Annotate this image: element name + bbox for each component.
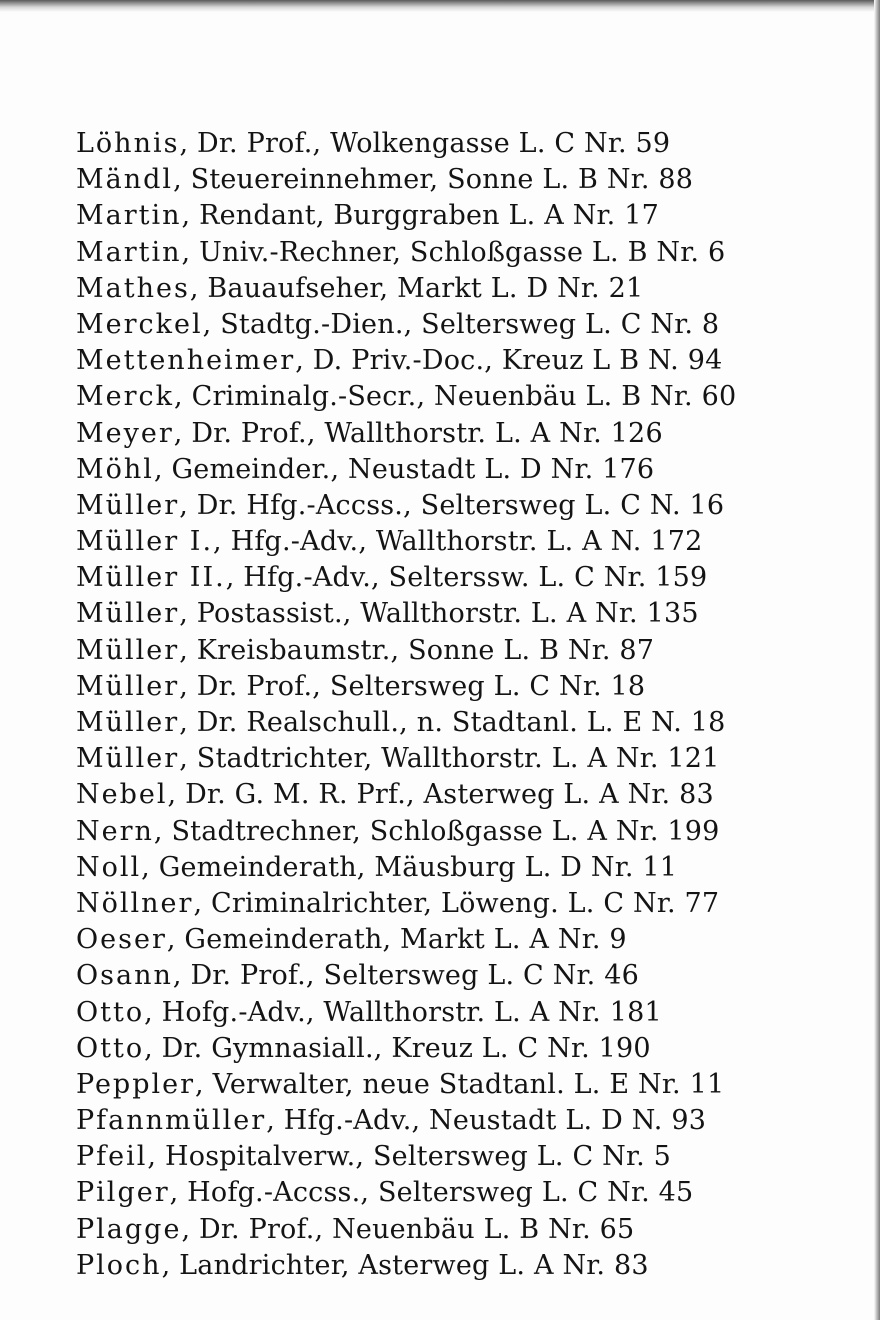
entry-details: , Hfg.-Adv., Neustadt L. D N. 93: [266, 1105, 707, 1137]
directory-entry: [76, 560, 776, 596]
entry-details: , Hfg.-Adv., Selterssw. L. C Nr. 159: [225, 562, 708, 594]
entry-surname: Mettenheimer: [76, 345, 296, 377]
entry-details: , Stadtrichter, Wallthorstr. L. A Nr. 121: [179, 743, 720, 775]
entry-details: , Dr. Prof., Seltersweg L. C Nr. 46: [172, 960, 639, 992]
entry-details: , Bauaufseher, Markt L. D Nr. 21: [189, 272, 644, 304]
page-top-shadow: [0, 0, 880, 12]
entry-surname: Nöllner: [76, 887, 194, 919]
entry-details: , Hospitalverw., Seltersweg L. C Nr. 5: [147, 1141, 672, 1173]
entry-details: , Dr. Prof., Wallthorstr. L. A Nr. 126: [173, 417, 663, 449]
entry-surname: Oeser: [76, 924, 167, 956]
directory-entry: [76, 1248, 776, 1284]
entry-surname: Meyer: [76, 417, 174, 449]
entry-details: , Gemeinderath, Markt L. A Nr. 9: [166, 924, 627, 956]
entry-surname: Otto: [76, 1032, 145, 1064]
entry-surname: Merck: [76, 381, 175, 413]
directory-entry: [76, 1212, 776, 1248]
entry-surname: Müller: [76, 707, 180, 738]
directory-entry: [76, 1103, 776, 1139]
directory-entry: [76, 416, 776, 452]
directory-entry: [76, 669, 776, 705]
entry-surname: Peppler: [76, 1068, 196, 1100]
entry-details: , Dr. Gymnasiall., Kreuz L. C Nr. 190: [144, 1032, 651, 1064]
entry-details: , Dr. Prof., Wolkengasse L. C Nr. 59: [179, 128, 671, 159]
entry-details: , Stadtrechner, Schloßgasse L. A Nr. 199: [153, 815, 720, 847]
entry-details: , Postassist., Wallthorstr. L. A Nr. 135: [179, 598, 699, 630]
entry-surname: Pfannmüller: [76, 1105, 267, 1137]
entry-details: , Gemeinderath, Mäusburg L. D Nr. 11: [141, 851, 678, 883]
entry-surname: Möhl: [76, 453, 154, 485]
entry-details: , Rendant, Burggraben L. A Nr. 17: [181, 200, 659, 232]
directory-entry: [76, 488, 776, 524]
entry-details: , Gemeinder., Neustadt L. D Nr. 176: [153, 453, 655, 485]
entry-details: , Landrichter, Asterweg L. A Nr. 83: [161, 1249, 649, 1281]
directory-entry: [76, 452, 776, 488]
directory-entry: [76, 922, 776, 958]
directory-entry: [76, 343, 776, 379]
directory-entry: [76, 1175, 776, 1211]
entry-details: , Dr. Prof., Seltersweg L. C Nr. 18: [179, 670, 646, 702]
entry-surname: Nern: [76, 815, 154, 847]
directory-entry: [76, 777, 776, 813]
directory-entry: [76, 850, 776, 886]
directory-entry: [76, 633, 776, 669]
directory-entry: [76, 271, 776, 307]
directory-entry: [76, 524, 776, 560]
entry-details: , Steuereinnehmer, Sonne L. B Nr. 88: [173, 164, 694, 196]
entry-details: , Criminalrichter, Löweng. L. C Nr. 77: [193, 887, 720, 919]
directory-entry: [76, 307, 776, 343]
entry-details: , Hofg.-Adv., Wallthorstr. L. A Nr. 181: [144, 996, 662, 1028]
directory-entry: [76, 1067, 776, 1103]
entry-surname: Mathes: [76, 272, 190, 304]
entry-surname: Ploch: [76, 1249, 162, 1281]
entry-surname: Nebel: [76, 779, 168, 811]
entry-surname: Müller: [76, 743, 180, 775]
entry-details: , Verwalter, neue Stadtanl. L. E Nr. 11: [195, 1068, 725, 1100]
entry-details: , Dr. Realschull., n. Stadtanl. L. E N. 18: [179, 707, 726, 738]
entry-surname: Pfeil: [76, 1141, 148, 1173]
directory-entry: [76, 1139, 776, 1175]
entry-surname: Martin: [76, 200, 182, 232]
directory-entry: [76, 886, 776, 922]
directory-entry: [76, 995, 776, 1031]
entry-surname: Plagge: [76, 1213, 182, 1245]
directory-entry: [76, 596, 776, 632]
page-right-shadow: [874, 0, 880, 1320]
entry-surname: Müller: [76, 670, 180, 702]
entry-details: , Dr. Hfg.-Accss., Seltersweg L. C N. 16: [179, 489, 725, 521]
directory-list: [76, 126, 776, 1284]
entry-surname: Müller: [76, 489, 180, 521]
entry-surname: Müller: [76, 598, 180, 630]
directory-entry: [76, 379, 776, 415]
entry-surname: Müller: [76, 634, 180, 666]
entry-surname: Müller II.: [76, 562, 226, 594]
entry-details: , Stadtg.-Dien., Seltersweg L. C Nr. 8: [202, 308, 720, 340]
directory-entry: [76, 741, 776, 777]
entry-details: , Hofg.-Accss., Seltersweg L. C Nr. 45: [169, 1177, 694, 1209]
directory-entry: [76, 235, 776, 271]
entry-details: , Hfg.-Adv., Wallthorstr. L. A N. 172: [213, 526, 703, 558]
directory-entry: [76, 198, 776, 234]
entry-details: , Kreisbaumstr., Sonne L. B Nr. 87: [179, 634, 655, 666]
entry-surname: Merckel: [76, 308, 203, 340]
directory-entry: [76, 1031, 776, 1067]
entry-surname: Mändl: [76, 164, 174, 196]
directory-entry: [76, 162, 776, 198]
entry-details: , Dr. G. M. R. Prf., Asterweg L. A Nr. 83: [167, 779, 714, 811]
entry-details: , Univ.-Rechner, Schloßgasse L. B Nr. 6: [181, 236, 726, 268]
entry-surname: Löhnis: [76, 128, 180, 159]
entry-surname: Müller I.: [76, 526, 214, 558]
entry-details: , Criminalg.-Secr., Neuenbäu L. B Nr. 60: [174, 381, 737, 413]
entry-details: , D. Priv.-Doc., Kreuz L B N. 94: [295, 345, 723, 377]
directory-entry: [76, 814, 776, 850]
entry-surname: Martin: [76, 236, 182, 268]
directory-entry: [76, 958, 776, 994]
entry-surname: Otto: [76, 996, 145, 1028]
entry-surname: Pilger: [76, 1177, 170, 1209]
entry-details: , Dr. Prof., Neuenbäu L. B Nr. 65: [181, 1213, 635, 1245]
entry-surname: Osann: [76, 960, 173, 992]
entry-surname: Noll: [76, 851, 142, 883]
directory-entry: [76, 705, 776, 741]
directory-entry: [76, 126, 776, 162]
